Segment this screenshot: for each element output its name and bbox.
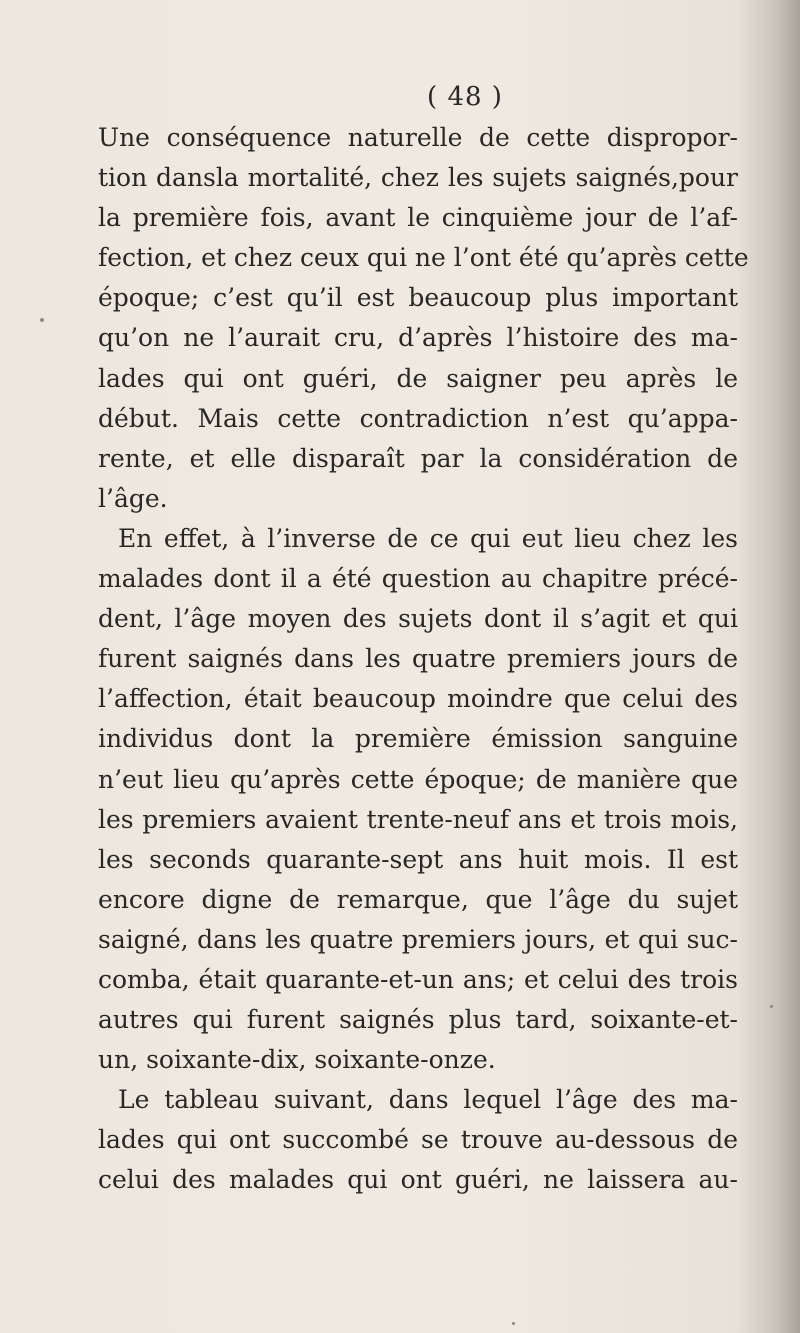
text-line: la première fois, avant le cinquième jour de l’af- <box>98 203 738 233</box>
text-line: furent saignés dans les quatre premiers jours de <box>98 644 738 674</box>
paper-speck <box>770 1005 773 1008</box>
text-line: saigné, dans les quatre premiers jours, et qui suc- <box>98 924 738 954</box>
text-line: l’affection, était beaucoup moindre que celui des <box>98 684 738 714</box>
text-line: individus dont la première émission sanguine <box>98 724 738 754</box>
text-line: encore digne de remarque, que l’âge du sujet <box>98 884 738 914</box>
text-line: Le tableau suivant, dans lequel l’âge des ma- <box>118 1085 738 1115</box>
text-line: En effet, à l’inverse de ce qui eut lieu chez les <box>118 523 738 553</box>
text-line: comba, était quarante-et-un ans; et celui des trois <box>98 964 738 994</box>
text-line: malades dont il a été question au chapitre précé- <box>98 564 738 594</box>
text-line: les seconds quarante-sept ans huit mois. Il est <box>98 844 738 874</box>
text-line: rente, et elle disparaît par la considération de <box>98 443 738 473</box>
text-line: tion dansla mortalité, chez les sujets saignés,pour <box>98 163 738 193</box>
body-text <box>98 118 749 1201</box>
text-line: Une conséquence naturelle de cette dispropor- <box>98 123 738 152</box>
text-line: lades qui ont succombé se trouve au-dessous de <box>98 1125 738 1155</box>
text-line: celui des malades qui ont guéri, ne laissera au- <box>98 1165 738 1195</box>
text-line: qu’on ne l’aurait cru, d’après l’histoire des ma- <box>98 323 738 353</box>
text-line: l’âge. <box>98 483 168 513</box>
text-line: dent, l’âge moyen des sujets dont il s’agit et qui <box>98 604 738 634</box>
text-line: début. Mais cette contradiction n’est qu’appa- <box>98 403 738 433</box>
text-line: fection, et chez ceux qui ne l’ont été qu’après cette <box>98 243 749 273</box>
text-line: autres qui furent saignés plus tard, soixante-et- <box>98 1005 738 1035</box>
page-number: ( 48 ) <box>427 82 503 112</box>
text-line: un, soixante-dix, soixante-onze. <box>98 1045 496 1075</box>
text-line: les premiers avaient trente-neuf ans et trois mois, <box>98 804 738 834</box>
text-line: époque; c’est qu’il est beaucoup plus important <box>98 283 738 313</box>
paper-speck <box>512 1322 515 1325</box>
text-line: n’eut lieu qu’après cette époque; de manière que <box>98 764 738 794</box>
text-line: lades qui ont guéri, de saigner peu après le <box>98 363 738 393</box>
paper-speck <box>40 318 44 322</box>
